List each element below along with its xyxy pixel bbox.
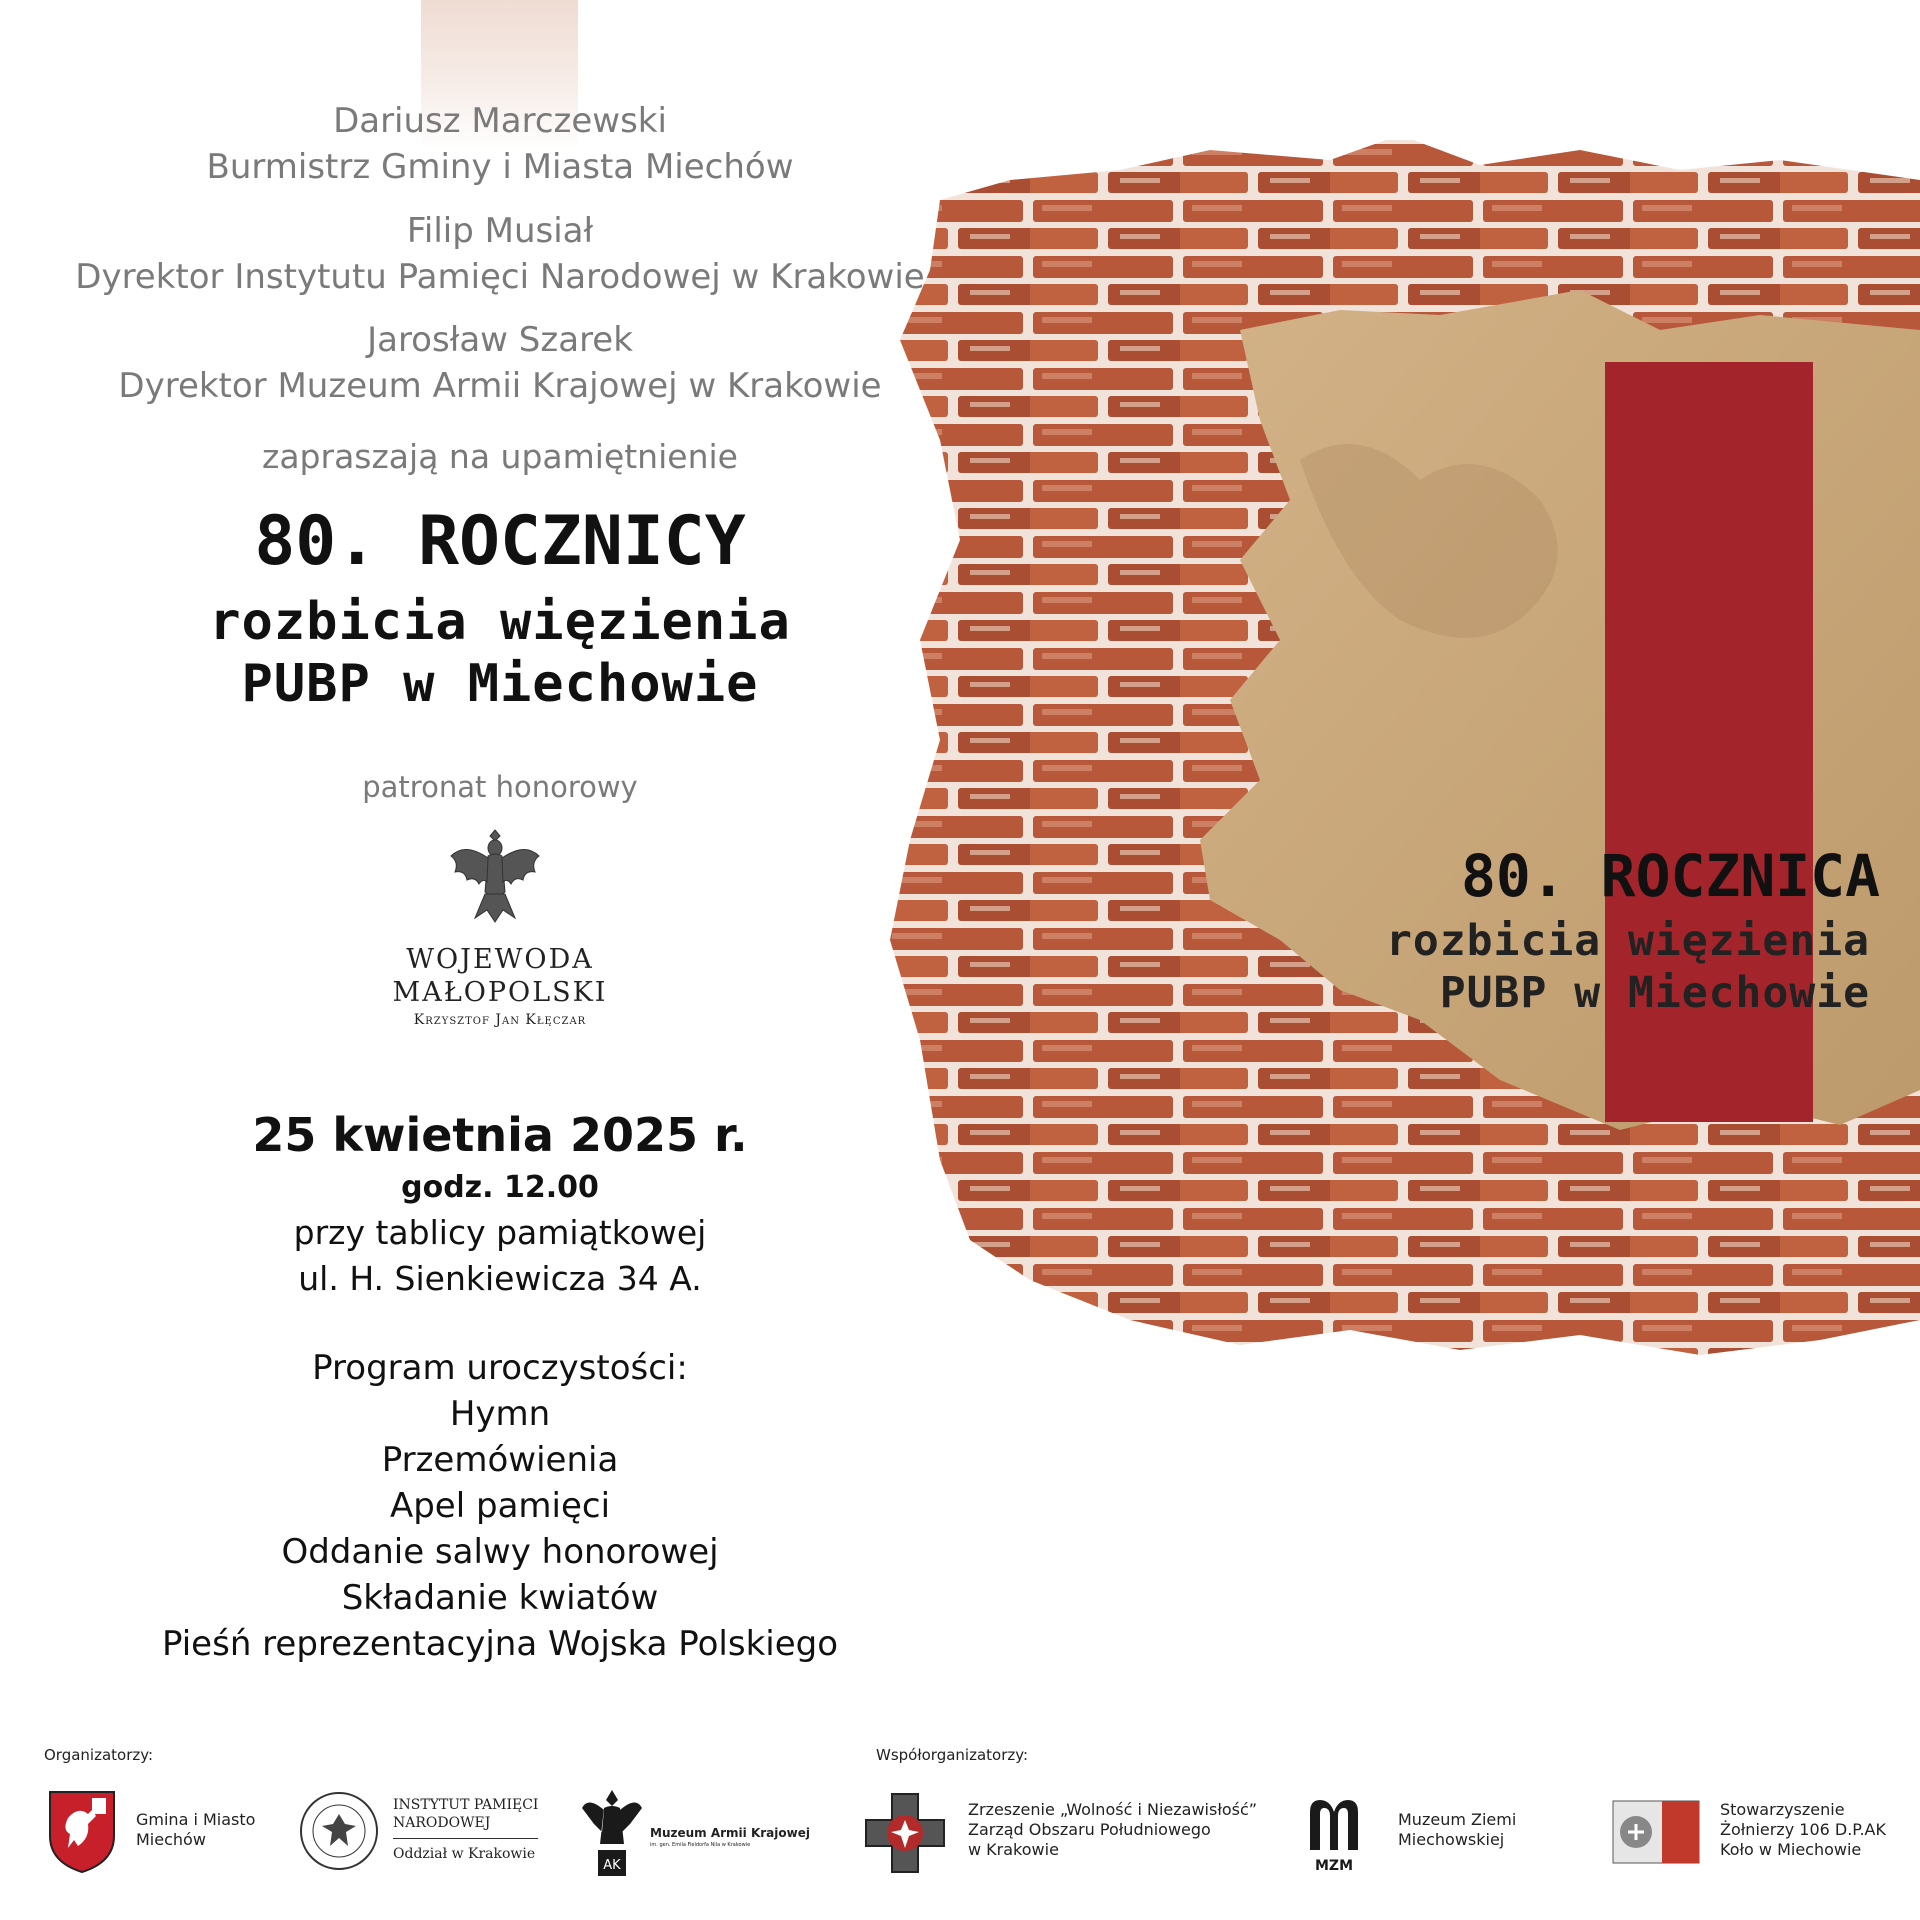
ipn-line1: INSTYTUT PAMIĘCI	[393, 1797, 539, 1813]
soldiers-line1: Stowarzyszenie	[1720, 1800, 1845, 1819]
badge-line2: rozbicia więzienia	[1386, 916, 1870, 966]
inviter-name: Jarosław Szarek	[367, 320, 633, 360]
patronage-org-line1: WOJEWODA	[406, 944, 594, 975]
patronage-person: Krzysztof Jan Kłęczar	[413, 1012, 587, 1028]
program-block	[0, 1345, 1000, 1667]
gmina-logo-text	[136, 1810, 255, 1850]
soldiers-line3: Koło w Miechowie	[1720, 1840, 1862, 1859]
inviter-role: Burmistrz Gminy i Miasta Miechów	[206, 147, 794, 187]
mzm-line2: Miechowskiej	[1398, 1830, 1505, 1849]
program-item: Pieśń reprezentacyjna Wojska Polskiego	[161, 1624, 838, 1664]
mzm-mark: MZM	[1314, 1858, 1354, 1874]
event-time: godz. 12.00	[401, 1170, 599, 1205]
event-place-line1: przy tablicy pamiątkowej	[293, 1213, 707, 1252]
soldiers-logo-text	[1720, 1800, 1886, 1860]
inviter-role: Dyrektor Muzeum Armii Krajowej w Krakowie	[118, 366, 882, 406]
patronage-label: patronat honorowy	[362, 770, 638, 804]
program-item: Hymn	[449, 1394, 551, 1434]
ipn-logo-text	[393, 1796, 538, 1863]
badge-line3: PUBP w Miechowie	[1439, 968, 1870, 1018]
gmina-line2: Miechów	[136, 1830, 206, 1849]
inviter-3	[0, 317, 1000, 409]
win-line3: w Krakowie	[968, 1840, 1059, 1859]
patronage-org-line2: MAŁOPOLSKI	[392, 977, 608, 1008]
inviter-1	[0, 98, 1000, 190]
program-title: Program uroczystości:	[312, 1348, 688, 1388]
headline-line2: rozbicia więzienia	[209, 592, 791, 652]
badge-title: 80. ROCZNICA	[1460, 842, 1880, 910]
win-logo-text	[968, 1800, 1257, 1860]
gmina-line1: Gmina i Miasto	[136, 1810, 256, 1829]
muzeum-ak-sub: im. gen. Emila Fieldorfa Nila w Krakowie	[650, 1842, 751, 1848]
gmina-coat-of-arms-icon	[48, 1790, 116, 1874]
ipn-line3: Oddział w Krakowie	[393, 1838, 538, 1863]
soldiers-association-logo-icon	[1612, 1800, 1700, 1864]
ak-mark: AK	[603, 1858, 621, 1873]
mzm-logo-icon	[1304, 1794, 1364, 1874]
broken-brick-wall-illustration	[880, 140, 1920, 1480]
ipn-line2: NARODOWEJ	[393, 1815, 491, 1831]
event-place-line2: ul. H. Sienkiewicza 34 A.	[298, 1259, 702, 1298]
win-cross-icon	[864, 1792, 946, 1874]
program-item: Przemówienia	[381, 1440, 619, 1480]
inviter-2	[0, 208, 1000, 300]
coorganizers-label: Współorganizatorzy:	[876, 1746, 1029, 1764]
inviter-name: Filip Musiał	[406, 211, 594, 251]
inviter-role: Dyrektor Instytutu Pamięci Narodowej w Krakowie	[75, 257, 925, 297]
organizers-label: Organizatorzy:	[44, 1746, 154, 1764]
ipn-seal-icon	[298, 1790, 380, 1872]
program-item: Apel pamięci	[389, 1486, 611, 1526]
headline-title: 80. ROCZNICY	[254, 502, 746, 581]
event-date: 25 kwietnia 2025 r.	[252, 1108, 748, 1162]
eagle-emblem-icon	[445, 822, 545, 930]
muzeum-ak-name: Muzeum Armii Krajowej	[650, 1826, 810, 1840]
inviter-name: Dariusz Marczewski	[333, 101, 667, 141]
mzm-line1: Muzeum Ziemi	[1398, 1810, 1517, 1829]
invite-line: zapraszają na upamiętnienie	[262, 437, 738, 476]
win-line2: Zarząd Obszaru Południowego	[968, 1820, 1211, 1839]
program-item: Oddanie salwy honorowej	[281, 1532, 719, 1572]
muzeum-ak-logo-text	[650, 1826, 810, 1849]
headline-line3: PUBP w Miechowie	[241, 654, 759, 714]
muzeum-ak-eagle-icon	[580, 1784, 644, 1882]
soldiers-line2: Żołnierzy 106 D.P.AK	[1720, 1820, 1886, 1839]
mzm-logo-text	[1398, 1810, 1516, 1850]
win-line1: Zrzeszenie „Wolność i Niezawisłość”	[968, 1800, 1258, 1819]
program-item: Składanie kwiatów	[341, 1578, 659, 1618]
